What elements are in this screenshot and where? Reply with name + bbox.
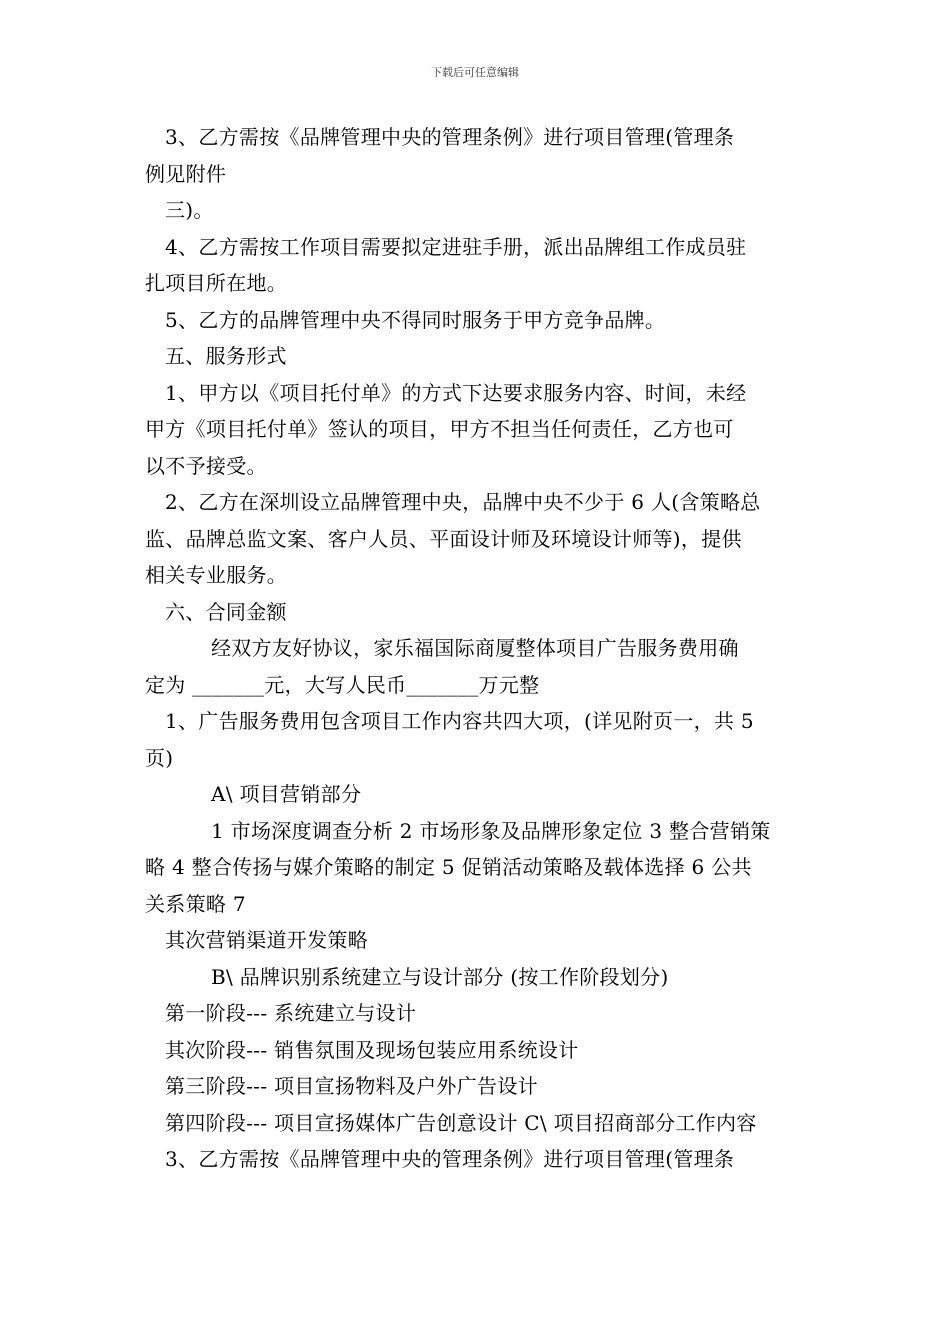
paragraph-line: 其次阶段--- 销售氛围及现场包装应用系统设计: [165, 1037, 579, 1062]
document-body: [145, 119, 810, 1178]
section-heading: 五、服务形式: [165, 344, 287, 368]
subsection-heading: A\ 项目营销部分: [211, 782, 362, 806]
paragraph-line: 甲方《项目托付单》签认的项目，甲方不担当任何责任，乙方也可: [145, 417, 734, 441]
paragraph-line: 关系策略 7: [145, 891, 246, 916]
page-header: 下载后可任意编辑: [431, 66, 519, 79]
paragraph-line: 1、甲方以《项目托付单》的方式下达要求服务内容、时间，未经: [165, 380, 747, 405]
paragraph-line: 例见附件: [145, 161, 227, 186]
paragraph-line: 第一阶段--- 系统建立与设计: [165, 1001, 417, 1025]
paragraph-line: 1 市场深度调查分析 2 市场形象及品牌形象定位 3 整合营销策: [211, 818, 771, 843]
paragraph-line: 监、品牌总监文案、客户人员、平面设计师及环境设计师等)，提供: [145, 526, 742, 551]
paragraph-line: 经双方友好协议，家乐福国际商厦整体项目广告服务费用确: [211, 636, 739, 660]
paragraph-line: 1、广告服务费用包含项目工作内容共四大项，(详见附页一，共 5: [165, 709, 754, 733]
paragraph-line: 第三阶段--- 项目宣扬物料及户外广告设计: [165, 1074, 538, 1098]
paragraph-line: 三)。: [165, 198, 214, 222]
paragraph-line: 略 4 整合传扬与媒介策略的制定 5 促销活动策略及载体选择 6 公共: [145, 855, 752, 879]
paragraph-line: 2、乙方在深圳设立品牌管理中央，品牌中央不少于 6 人(含策略总: [165, 490, 761, 514]
paragraph-line: 页): [145, 745, 174, 770]
paragraph-line: 以不予接受。: [145, 453, 267, 478]
paragraph-line: 其次营销渠道开发策略: [165, 928, 368, 952]
paragraph-line: 相关专业服务。: [145, 563, 288, 587]
paragraph-line: 第四阶段--- 项目宣扬媒体广告创意设计 C\ 项目招商部分工作内容: [165, 1110, 757, 1135]
section-heading: 六、合同金额: [165, 599, 287, 624]
paragraph-line: 定为 _______元，大写人民币_______万元整: [145, 672, 540, 697]
paragraph-line: 扎项目所在地。: [145, 271, 288, 295]
subsection-heading: B\ 品牌识别系统建立与设计部分 (按工作阶段划分): [211, 964, 669, 989]
paragraph-line: 4、乙方需按工作项目需要拟定进驻手册，派出品牌组工作成员驻: [165, 234, 747, 259]
paragraph-line: 3、乙方需按《品牌管理中央的管理条例》进行项目管理(管理条: [165, 125, 735, 149]
paragraph-line: 3、乙方需按《品牌管理中央的管理条例》进行项目管理(管理条: [165, 1147, 735, 1171]
paragraph-line: 5、乙方的品牌管理中央不得同时服务于甲方竞争品牌。: [165, 307, 666, 332]
